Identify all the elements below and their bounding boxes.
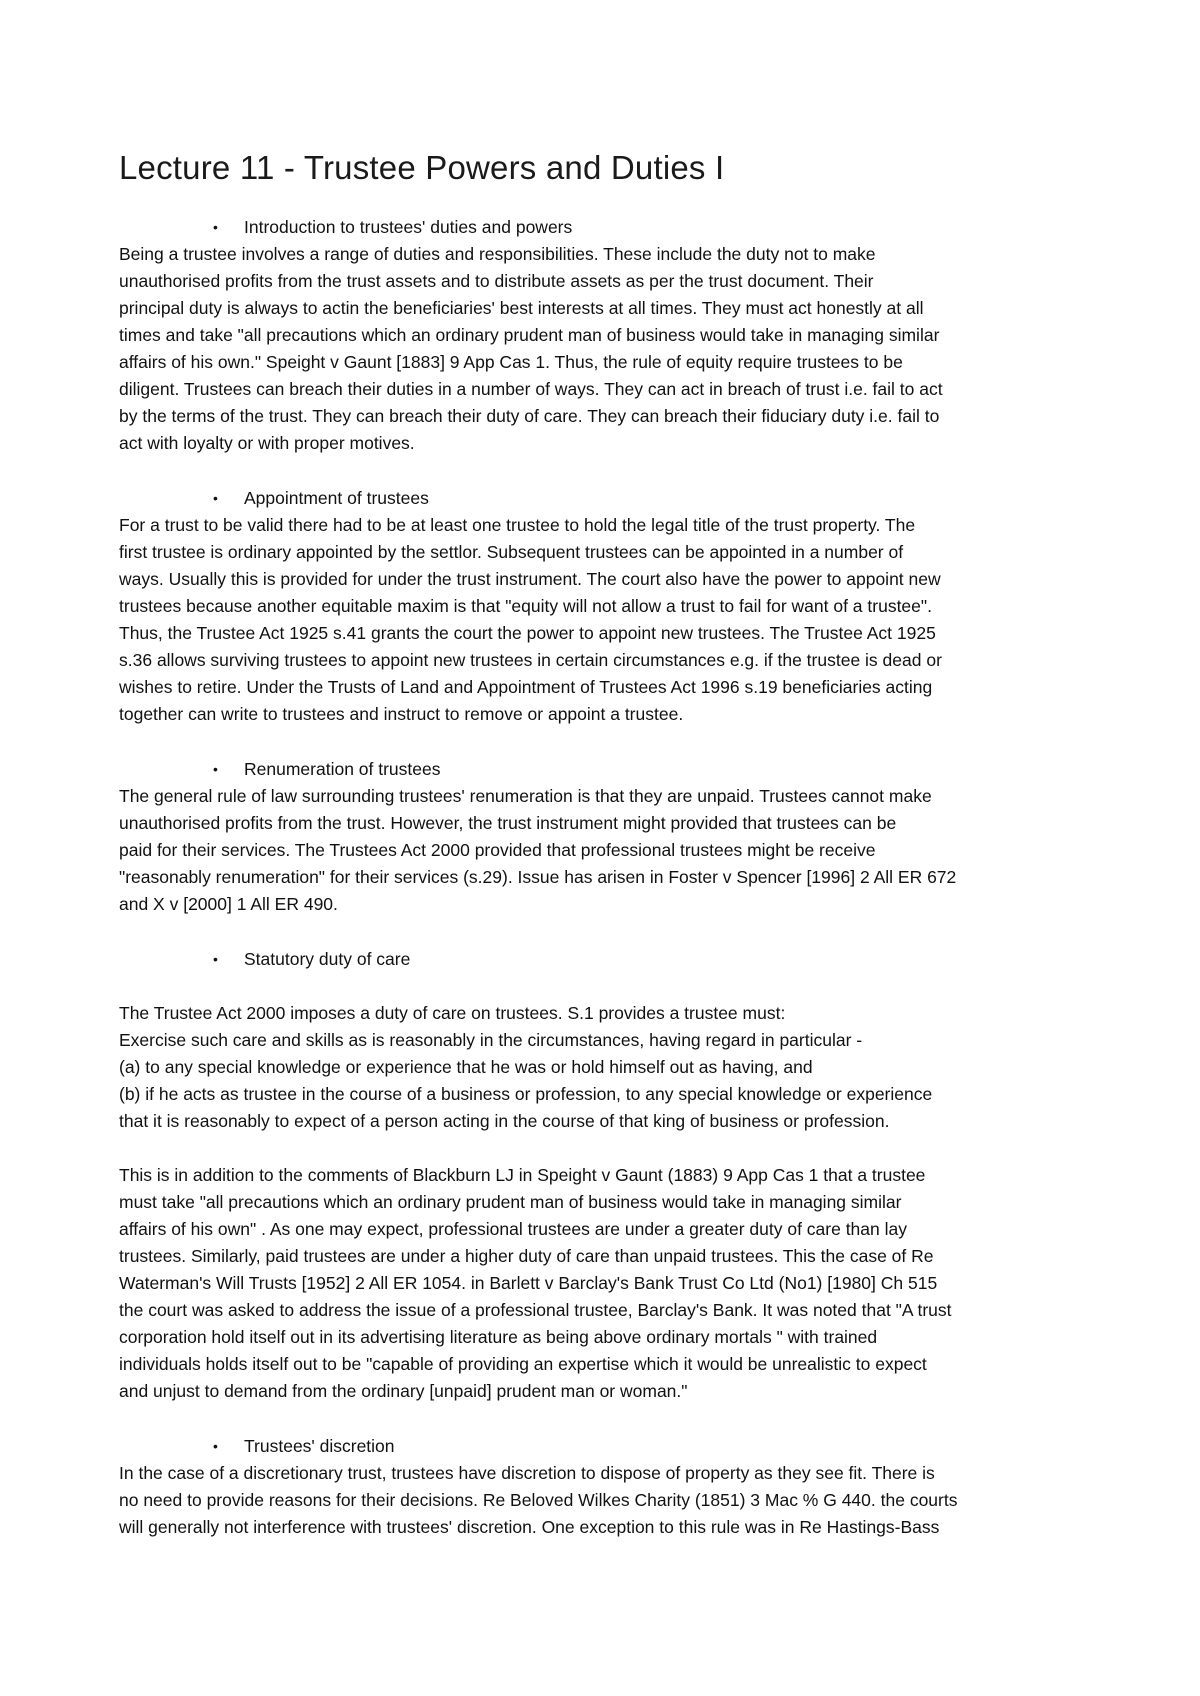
text-line: Being a trustee involves a range of duties and responsibilities. These include the duty not to make [119,244,876,264]
text-line: In the case of a discretionary trust, trustees have discretion to dispose of property as they see fit. There is [119,1463,935,1483]
text-line: s.36 allows surviving trustees to appoint new trustees in certain circumstances e.g. if the trustee is dead or [119,650,942,670]
section-heading-text: Statutory duty of care [244,949,411,969]
section-paragraph [119,512,1099,728]
text-line: This is in addition to the comments of Blackburn LJ in Speight v Gaunt (1883) 9 App Cas 1 that a trustee [119,1165,926,1185]
text-line: unauthorised profits from the trust. However, the trust instrument might provided that trustees can be [119,813,897,833]
text-line: affairs of his own." Speight v Gaunt [1883] 9 App Cas 1. Thus, the rule of equity require trustees to be [119,352,903,372]
text-line: Waterman's Will Trusts [1952] 2 All ER 1054. in Barlett v Barclay's Bank Trust Co Ltd (No1) [1980] Ch 515 [119,1273,938,1293]
page-title: Lecture 11 - Trustee Powers and Duties I [119,149,725,186]
section-paragraph [119,1162,1099,1405]
text-line: Exercise such care and skills as is reasonably in the circumstances, having regard in particular - [119,1030,863,1050]
text-line: affairs of his own" . As one may expect, professional trustees are under a greater duty of care than lay [119,1219,907,1239]
text-line: (b) if he acts as trustee in the course of a business or profession, to any special knowledge or experience [119,1084,933,1104]
section-heading [119,756,1099,783]
section-renumeration [119,756,1099,918]
section-heading-text: Renumeration of trustees [244,759,441,779]
section-heading-text: Trustees' discretion [244,1436,395,1456]
text-line: must take "all precautions which an ordinary prudent man of business would take in managing similar [119,1192,902,1212]
section-paragraph [119,783,1099,918]
bullet-icon: • [213,761,218,777]
text-line: trustees because another equitable maxim is that "equity will not allow a trust to fail for want of a trustee". [119,596,932,616]
text-line: trustees. Similarly, paid trustees are under a higher duty of care than unpaid trustees. This the case of Re [119,1246,934,1266]
section-heading [119,1433,1099,1460]
blank-line [119,973,1099,1000]
text-line: principal duty is always to actin the beneficiaries' best interests at all times. They must act honestly at all [119,298,924,318]
section-paragraph [119,1460,1099,1541]
text-line: times and take "all precautions which an ordinary prudent man of business would take in managing similar [119,325,940,345]
section-discretion [119,1433,1099,1541]
text-line: and X v [2000] 1 All ER 490. [119,894,338,914]
bullet-icon: • [213,490,218,506]
text-line: unauthorised profits from the trust assets and to distribute assets as per the trust document. Their [119,271,874,291]
section-heading [119,946,1099,973]
section-appointment [119,485,1099,728]
bullet-icon: • [213,219,218,235]
section-paragraph [119,241,1099,457]
section-heading [119,485,1099,512]
text-line: diligent. Trustees can breach their duties in a number of ways. They can act in breach of trust i.e. fail to act [119,379,943,399]
text-line: "reasonably renumeration" for their services (s.29). Issue has arisen in Foster v Spencer [1996] 2 All ER 672 [119,867,957,887]
text-line: The general rule of law surrounding trustees' renumeration is that they are unpaid. Trustees cannot make [119,786,932,806]
section-paragraph [119,1000,1099,1135]
text-line: the court was asked to address the issue of a professional trustee, Barclay's Bank. It was noted that "A trust [119,1300,952,1320]
text-line: and unjust to demand from the ordinary [unpaid] prudent man or woman." [119,1381,688,1401]
text-line: The Trustee Act 2000 imposes a duty of care on trustees. S.1 provides a trustee must: [119,1003,786,1023]
text-line: For a trust to be valid there had to be at least one trustee to hold the legal title of the trust property. The [119,515,916,535]
text-line: wishes to retire. Under the Trusts of Land and Appointment of Trustees Act 1996 s.19 beneficiaries acting [119,677,933,697]
text-line: paid for their services. The Trustees Act 2000 provided that professional trustees might be receive [119,840,876,860]
bullet-icon: • [213,1438,218,1454]
text-line: will generally not interference with trustees' discretion. One exception to this rule was in Re Hastings-Bass [119,1517,940,1537]
text-line: by the terms of the trust. They can breach their duty of care. They can breach their fiduciary duty i.e. fail to [119,406,940,426]
text-line: act with loyalty or with proper motives. [119,433,415,453]
section-duty-of-care [119,946,1099,1405]
section-heading-text: Appointment of trustees [244,488,429,508]
document-body [119,148,1099,1569]
text-line: first trustee is ordinary appointed by the settlor. Subsequent trustees can be appointed in a number of [119,542,904,562]
section-introduction [119,214,1099,457]
section-heading-text: Introduction to trustees' duties and powers [244,217,573,237]
text-line: (a) to any special knowledge or experience that he was or hold himself out as having, and [119,1057,813,1077]
text-line: together can write to trustees and instruct to remove or appoint a trustee. [119,704,684,724]
bullet-icon: • [213,951,218,967]
text-line: ways. Usually this is provided for under the trust instrument. The court also have the power to appoint new [119,569,941,589]
text-line: no need to provide reasons for their decisions. Re Beloved Wilkes Charity (1851) 3 Mac % G 440. the courts [119,1490,958,1510]
text-line: corporation hold itself out in its advertising literature as being above ordinary mortals " with trained [119,1327,878,1347]
text-line: Thus, the Trustee Act 1925 s.41 grants the court the power to appoint new trustees. The Trustee Act 1925 [119,623,936,643]
text-line: that it is reasonably to expect of a person acting in the course of that king of business or profession. [119,1111,890,1131]
section-heading [119,214,1099,241]
text-line: individuals holds itself out to be "capable of providing an expertise which it would be unrealistic to expect [119,1354,927,1374]
